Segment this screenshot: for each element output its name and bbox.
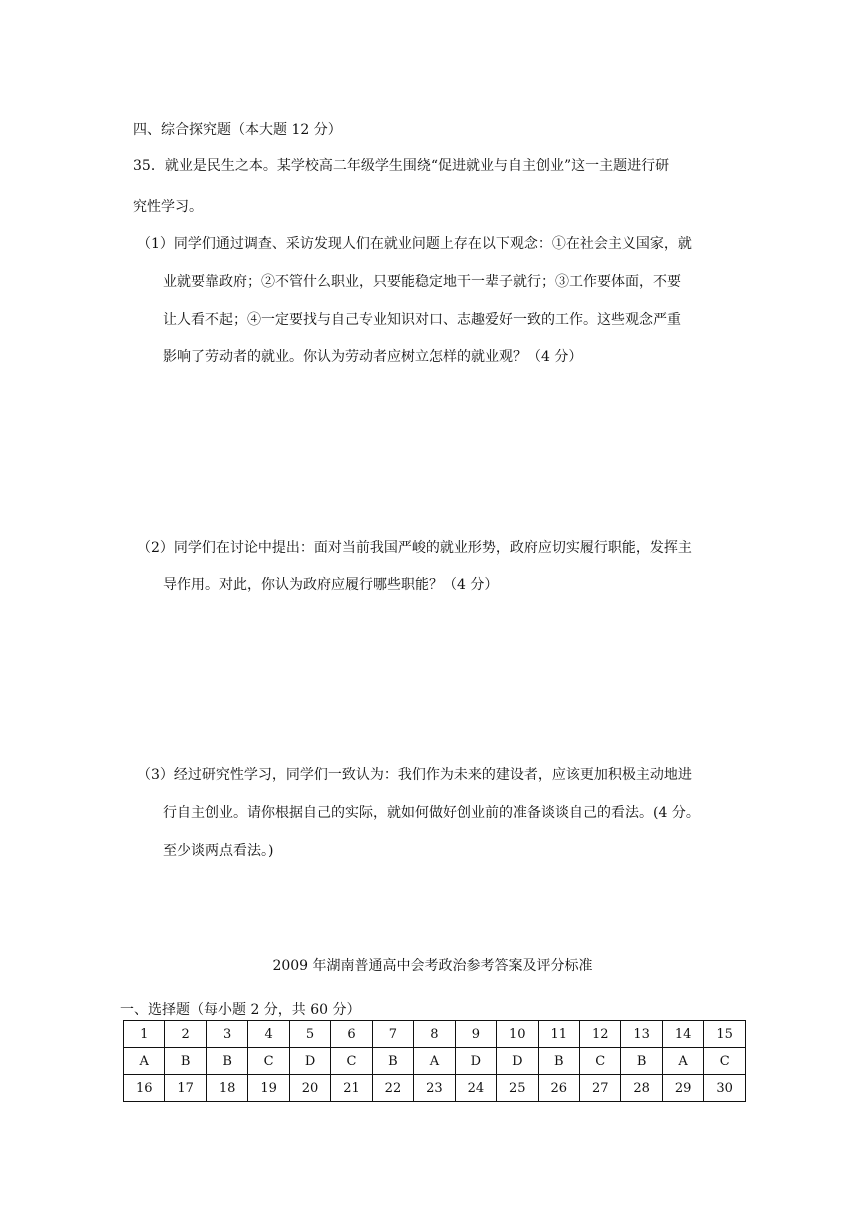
question-number-cell: 16 [124,1075,165,1102]
section-four-title: 四、综合探究题（本大题 12 分） [133,122,342,138]
question-number-cell: 21 [331,1075,372,1102]
answer-cell: D [289,1048,330,1075]
answer-cell: B [621,1048,662,1075]
table-row [124,1075,746,1102]
question-number-cell: 5 [289,1021,330,1048]
question-number-cell: 19 [248,1075,289,1102]
answer-cell: A [414,1048,455,1075]
question-number-cell: 30 [704,1075,746,1102]
answer-table-body [124,1021,746,1102]
part-1-line-2: 业就要靠政府；②不管什么职业，只要能稳定地干一辈子就行；③工作要体面，不要 [163,274,681,290]
question-number-cell: 22 [372,1075,413,1102]
question-number-cell: 25 [497,1075,538,1102]
question-number-cell: 14 [662,1021,703,1048]
table-row [124,1048,746,1075]
question-number-cell: 13 [621,1021,662,1048]
question-number-cell: 15 [704,1021,746,1048]
question-number-cell: 28 [621,1075,662,1102]
question-35-stem-line-2: 究性学习。 [133,199,203,215]
question-number-cell: 1 [124,1021,165,1048]
question-number-cell: 24 [455,1075,496,1102]
part-1-line-3: 让人看不起；④一定要找与自己专业知识对口、志趣爱好一致的工作。这些观念严重 [163,312,681,328]
table-row [124,1021,746,1048]
question-number-cell: 27 [579,1075,620,1102]
answer-cell: D [455,1048,496,1075]
answer-cell: C [579,1048,620,1075]
question-number-cell: 8 [414,1021,455,1048]
part-3-line-2: 行自主创业。请你根据自己的实际，就如何做好创业前的准备谈谈自己的看法。(4 分。 [163,805,700,821]
answer-cell: A [124,1048,165,1075]
question-number-cell: 4 [248,1021,289,1048]
answer-cell: B [165,1048,206,1075]
part-1-line-4: 影响了劳动者的就业。你认为劳动者应树立怎样的就业观？（4 分） [163,349,583,365]
choice-section-title: 一、选择题（每小题 2 分，共 60 分） [120,1002,361,1018]
part-1-line-1: （1）同学们通过调查、采访发现人们在就业问题上存在以下观念：①在社会主义国家，就 [137,236,692,252]
question-number-cell: 9 [455,1021,496,1048]
answer-cell: A [662,1048,703,1075]
question-number-cell: 7 [372,1021,413,1048]
question-number-cell: 20 [289,1075,330,1102]
answer-cell: B [372,1048,413,1075]
question-number-cell: 18 [206,1075,247,1102]
answer-cell: C [331,1048,372,1075]
answer-cell: C [248,1048,289,1075]
question-number-cell: 29 [662,1075,703,1102]
question-number-cell: 23 [414,1075,455,1102]
part-2-line-2: 导作用。对此，你认为政府应履行哪些职能？（4 分） [163,577,499,593]
question-number-cell: 17 [165,1075,206,1102]
question-number-cell: 12 [579,1021,620,1048]
question-number-cell: 26 [538,1075,579,1102]
question-number-cell: 11 [538,1021,579,1048]
part-3-line-1: （3）经过研究性学习，同学们一致认为：我们作为未来的建设者，应该更加积极主动地进 [137,767,692,783]
answer-cell: B [538,1048,579,1075]
question-number-cell: 6 [331,1021,372,1048]
answer-key-title: 2009 年湖南普通高中会考政治参考答案及评分标准 [272,958,593,974]
answer-cell: D [497,1048,538,1075]
question-35-stem-line-1: 35．就业是民生之本。某学校高二年级学生围绕“促进就业与自主创业”这一主题进行研 [133,158,670,174]
question-number-cell: 10 [497,1021,538,1048]
question-number-cell: 2 [165,1021,206,1048]
question-number-cell: 3 [206,1021,247,1048]
answer-cell: C [704,1048,746,1075]
part-2-line-1: （2）同学们在讨论中提出：面对当前我国严峻的就业形势，政府应切实履行职能，发挥主 [137,540,692,556]
answer-cell: B [206,1048,247,1075]
part-3-line-3: 至少谈两点看法。) [163,843,274,859]
answer-table [123,1020,746,1102]
